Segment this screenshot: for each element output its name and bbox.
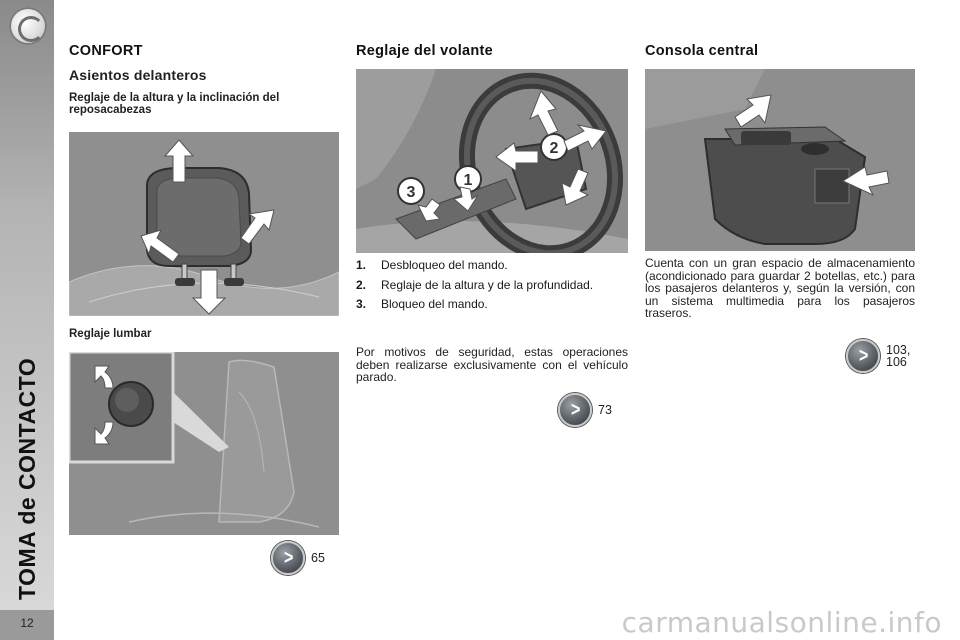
headrest-illustration xyxy=(69,132,339,316)
steering-steps-list xyxy=(356,259,628,318)
ref-page-number: 73 xyxy=(598,402,612,417)
page-ref-seats[interactable] xyxy=(271,541,325,575)
safety-note: Por motivos de seguridad, estas operaciones deben realizarse exclusivamente con el vehículo parado. xyxy=(356,345,628,384)
list-item xyxy=(356,279,628,292)
center-console-title: Consola central xyxy=(645,43,759,59)
ref-page-line-1: 103, xyxy=(886,342,911,357)
list-item xyxy=(356,259,628,272)
ref-page-numbers xyxy=(886,344,910,369)
headrest-heading: Reglaje de la altura y la inclinación del reposacabezas xyxy=(69,92,280,116)
page-ref-console[interactable] xyxy=(846,339,910,373)
front-seats-heading: Asientos delanteros xyxy=(69,67,207,83)
callout-3: 3 xyxy=(406,184,416,201)
lumbar-heading: Reglaje lumbar xyxy=(69,328,152,340)
ref-page-line-2: 106 xyxy=(886,355,907,369)
steering-wheel-title: Reglaje del volante xyxy=(356,43,494,59)
lumbar-illustration xyxy=(69,352,339,535)
callout-1: 1 xyxy=(463,172,473,189)
callout-2: 2 xyxy=(549,140,559,157)
center-console-illustration xyxy=(645,69,915,251)
page-ref-steering[interactable] xyxy=(558,393,612,427)
step-number: 2. xyxy=(356,277,367,292)
console-description: Cuenta con un gran espacio de almacenamiento (acondicionado para guardar 2 botellas, etc.) para los pasajeros delanteros y, según la versión, con un sistema multimedia para los pasajeros traseros. xyxy=(645,256,915,320)
step-text: Reglaje de la altura y de la profundidad. xyxy=(381,277,594,292)
chevron-right-circle-icon[interactable]: > xyxy=(558,393,592,427)
ref-page-number: 65 xyxy=(311,550,325,565)
steering-wheel-illustration xyxy=(356,69,628,253)
step-number: 1. xyxy=(356,258,367,272)
step-text: Bloqueo del mando. xyxy=(381,297,488,311)
step-number: 3. xyxy=(356,297,367,311)
step-text: Desbloqueo del mando. xyxy=(381,258,508,272)
page-number: 12 xyxy=(20,616,34,630)
chevron-right-circle-icon[interactable]: > xyxy=(271,541,305,575)
chevron-right-circle-icon[interactable]: > xyxy=(846,339,880,373)
list-item xyxy=(356,298,628,311)
watermark: carmanualsonline.info xyxy=(621,606,942,639)
page-title: CONFORT xyxy=(69,43,143,59)
brand-logo-icon xyxy=(9,7,47,45)
section-title: TOMA de CONTACTO xyxy=(14,357,40,600)
